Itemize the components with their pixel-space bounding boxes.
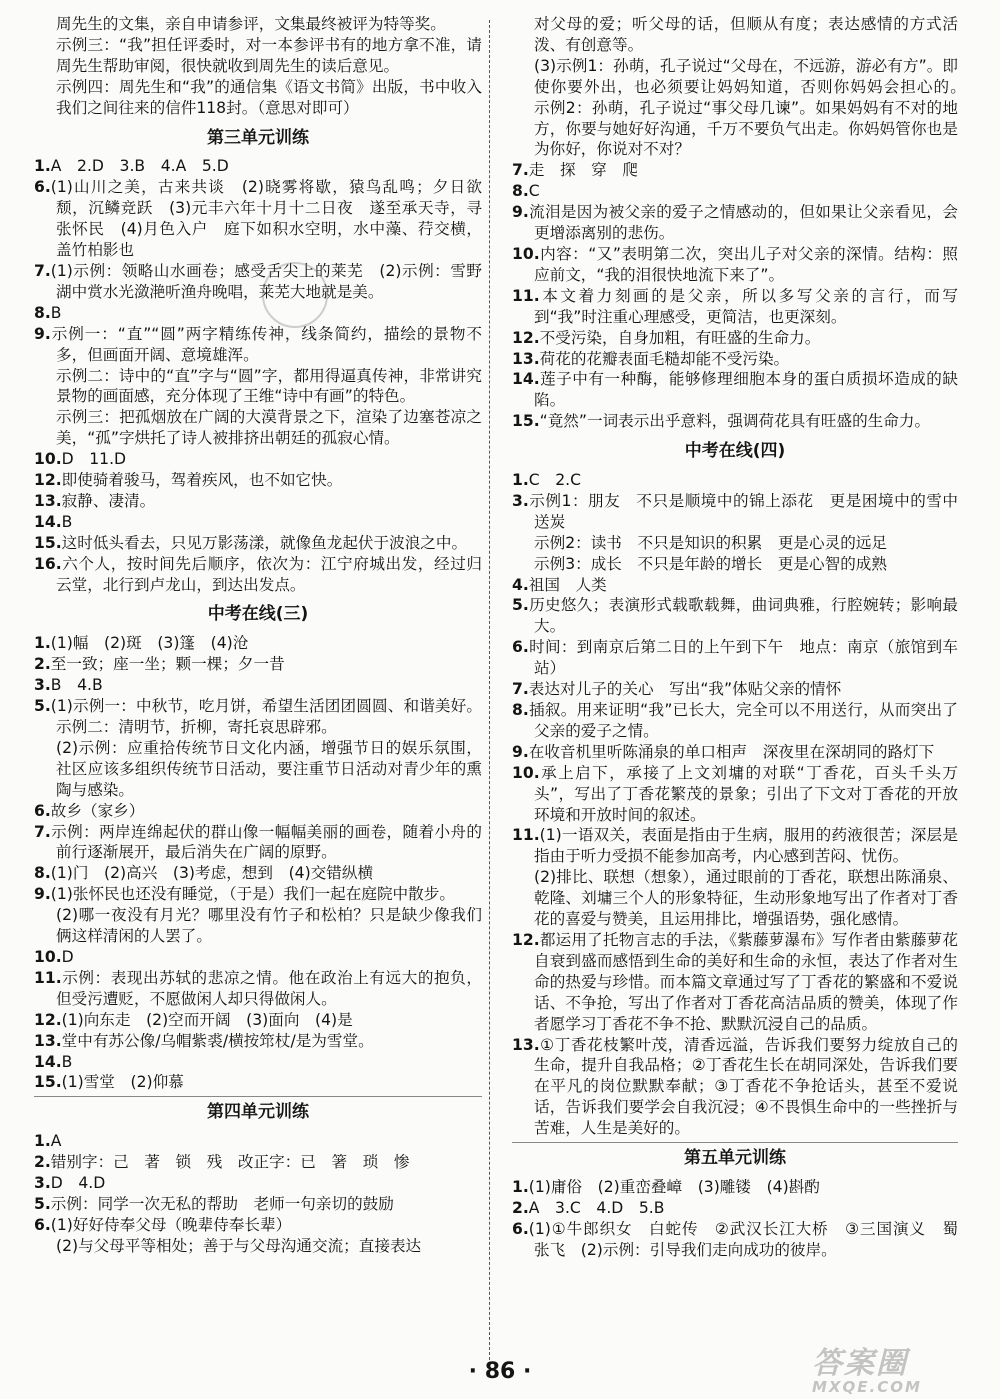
answer-item: [34, 696, 482, 738]
answer-number: 6.: [34, 178, 51, 197]
answer-text: 插叙。用来证明“我”已长大，完全可以不用送行，从而突出了父亲的爱子之情。: [528, 701, 958, 740]
answer-text: (1)示例：领略山水画卷；感受舌尖上的莱芜 (2)示例：雪野湖中赏水光潋滟听渔舟晚唱，莱芜大地就是美。: [50, 261, 482, 301]
answer-item: [34, 863, 482, 884]
answer-item: [512, 244, 958, 286]
answer-number: 1.: [512, 1177, 529, 1196]
answer-text: (2)排比、联想（想象），通过眼前的丁香花，联想出陈涌泉、乾隆、刘墉三个人的形象特征，生动形象地写出了作者对丁香花的喜爱与赞美，且运用排比，增强语势，强化感情。: [534, 868, 958, 929]
answer-item: [512, 411, 958, 432]
answer-text: 至一致；座一坐；颗一棵；夕一昔: [50, 655, 285, 674]
answer-number: 3.: [512, 491, 529, 510]
answer-number: 12.: [34, 471, 62, 490]
answer-text: (2)示例：应重拾传统节日文化内涵，增强节日的娱乐氛围，社区应该多组织传统节日活动，要注重节日活动对青少年的熏陶与感染。: [56, 738, 482, 799]
answer-text: D 4.D: [50, 1174, 106, 1193]
answer-item: [34, 884, 482, 905]
answers-zk3: [34, 633, 482, 1093]
answer-number: 11.: [512, 826, 540, 845]
answer-item: [34, 675, 482, 696]
answer-text: C: [528, 182, 540, 201]
answer-item: [34, 1152, 482, 1173]
answer-item: [34, 156, 482, 177]
answer-item: [34, 1215, 482, 1236]
answer-item: [34, 654, 482, 675]
answer-item: [512, 328, 958, 349]
answer-text: (1)门 (2)高兴 (3)考虑，想到 (4)交错纵横: [50, 864, 374, 883]
answer-item: [34, 822, 482, 864]
right-column: [512, 14, 974, 1261]
answer-item: [34, 968, 482, 1010]
answer-item: [512, 742, 958, 763]
answer-number: 14.: [512, 370, 540, 389]
answer-item: [512, 286, 958, 328]
faint-stamp-mark: [262, 262, 328, 328]
answer-number: 1.: [34, 634, 51, 653]
answer-number: 3.: [34, 676, 51, 695]
answer-number: 15.: [34, 533, 62, 552]
answer-number: 13.: [512, 1035, 540, 1054]
answer-number: 1.: [512, 471, 529, 490]
answer-number: 2.: [34, 1153, 51, 1172]
answer-item: [512, 202, 958, 244]
answer-item: [34, 1031, 482, 1052]
answer-item: [34, 324, 482, 366]
answer-text: (1)幅 (2)斑 (3)篷 (4)沧: [50, 634, 249, 653]
answer-item: [512, 1219, 974, 1261]
answer-number: 12.: [512, 930, 540, 949]
answer-text: (1)一语双关，表面是指由于生病，服用的药液很苦；深层是指由于听力受损不能参加高考，内心感到苦闷、忧伤。: [534, 826, 958, 866]
answer-number: 11.: [512, 286, 540, 305]
answer-item: [512, 14, 958, 56]
answer-item: [34, 261, 482, 303]
answer-text: 时间：到南京后第二日的上午到下午 地点：南京（旅馆到车站）: [528, 638, 958, 678]
answers-unit3: [34, 156, 482, 595]
answer-item: [512, 349, 958, 370]
answer-number: 9.: [512, 742, 529, 761]
answer-number: 12.: [34, 1010, 62, 1029]
answer-number: 8.: [512, 701, 529, 719]
answer-item: [34, 554, 482, 596]
answers-unit5: [512, 1177, 974, 1261]
answer-number: 7.: [512, 680, 529, 699]
answer-text: B: [61, 1052, 73, 1071]
answer-text: 示例二：诗中的“直”字与“圆”字，都用得逼真传神，非常讲究景物的画面感，充分体现了王维“诗中有画”的特色。: [56, 366, 482, 406]
answer-item: [34, 303, 482, 324]
answer-item: [34, 633, 482, 654]
answer-number: 1.: [34, 157, 51, 176]
answer-item: [512, 763, 958, 826]
answer-text: 示例一：“直”“圆”两字精练传神，线条简约，描绘的景物不多，但画面开阔、意境雄浑。: [50, 324, 482, 364]
answer-item: [34, 470, 482, 491]
answer-item: [512, 470, 958, 491]
answer-item: [34, 512, 482, 533]
answer-item: [512, 700, 958, 742]
answer-number: 8.: [512, 182, 529, 201]
answer-text: 六个人，按时间先后顺序，依次为：江宁府城出发，经过归云堂，北行到卢龙山，到达出发点。: [56, 554, 482, 594]
answer-text: 示例3：成长 不只是年龄的增长 更是心智的成熟: [534, 554, 887, 573]
answer-text: 本文着力刻画的是父亲，所以多写父亲的言行，而写到“我”时注重心理感受，更简洁，也更深刻。: [534, 286, 958, 326]
answer-number: 7.: [34, 822, 51, 841]
answer-item: [34, 1010, 482, 1031]
section-title-unit3: 第三单元训练: [207, 127, 309, 148]
answer-number: 5.: [512, 596, 529, 615]
intro-line: 示例三：“我”担任评委时，对一本参评书有的地方拿不准，请周先生帮助审阅，很快就收到周先生的读后意见。: [56, 35, 482, 75]
answer-text: (1)好好侍奉父母（晚辈侍奉长辈）: [50, 1215, 292, 1234]
answer-number: 8.: [34, 864, 51, 883]
answer-text: D 11.D: [61, 450, 127, 469]
answer-item: [512, 491, 958, 533]
answer-item: [34, 947, 482, 968]
answer-item: [34, 177, 482, 261]
answer-number: 13.: [34, 491, 62, 510]
answer-number: 15.: [512, 412, 540, 431]
section-title-zk4: 中考在线(四): [684, 441, 786, 462]
intro-line: 周先生的文集，亲自申请参评，文集最终被评为特等奖。: [56, 15, 446, 33]
answer-text: (2)与父母平等相处；善于与父母沟通交流；直接表达: [56, 1236, 422, 1255]
answer-item: [512, 181, 958, 202]
answer-item: [34, 449, 482, 470]
answer-number: 2.: [512, 1198, 529, 1217]
answer-number: 15.: [34, 1073, 62, 1092]
answer-number: 1.: [34, 1132, 51, 1151]
answer-item: [34, 366, 482, 408]
answer-text: 承上启下，承接了上文刘墉的对联“丁香花，百头千头万头”，写出了丁香花繁茂的景象；引出了下文对丁香花的开放环境和开放时间的叙述。: [534, 763, 958, 824]
answer-item: [512, 595, 958, 637]
answer-number: 10.: [34, 450, 62, 469]
answer-text: 即使骑着骏马，驾着疾风，也不如它快。: [61, 471, 343, 490]
answer-text: 堂中有苏公像/乌帽紫裘/横按筇杖/是为雪堂。: [61, 1031, 374, 1050]
answer-text: 祖国 人类: [528, 575, 607, 594]
answer-item: [512, 1035, 958, 1140]
answer-number: 9.: [512, 203, 529, 222]
answer-text: 历史悠久；表演形式载歌载舞，曲词典雅，行腔婉转；影响最大。: [528, 596, 958, 636]
answer-item: [34, 738, 482, 801]
section-title-unit5: 第五单元训练: [512, 1148, 958, 1169]
answer-text: (1)庸俗 (2)重峦叠嶂 (3)雕镂 (4)斟酌: [528, 1177, 820, 1196]
answer-number: 2.: [34, 655, 51, 674]
answer-item: [512, 679, 958, 700]
answer-item: [34, 1173, 482, 1194]
answer-text: A 2.D 3.B 4.A 5.D: [50, 157, 229, 176]
answer-number: 9.: [34, 324, 51, 343]
answer-text: (1)①牛郎织女 白蛇传 ②武汉长江大桥 ③三国演义 蜀 张飞 (2)示例：引导我们走向成功的彼岸。: [528, 1219, 974, 1259]
answer-number: 7.: [512, 161, 529, 180]
answer-text: B: [61, 512, 73, 531]
left-column: [34, 14, 482, 1257]
page-number: · 86 ·: [468, 1359, 532, 1384]
answer-item: [34, 905, 482, 947]
answer-number: 16.: [34, 554, 62, 573]
answer-text: 示例三：把孤烟放在广阔的大漠背景之下，渲染了边塞苍凉之美，“孤”字烘托了诗人被排挤出朝廷的孤寂心情。: [56, 408, 482, 448]
answer-text: 在收音机里听陈涌泉的单口相声 深夜里在深胡同的路灯下: [528, 742, 935, 761]
answer-item: [512, 160, 958, 181]
intro-block: [34, 14, 482, 119]
watermark-url: MXQE.COM: [812, 1378, 922, 1396]
answer-number: 6.: [34, 1215, 51, 1234]
answer-item: [34, 1236, 482, 1257]
answer-number: 8.: [34, 303, 51, 322]
answer-text: 示例2：读书 不只是知识的积累 更是心灵的远足: [534, 533, 887, 552]
answer-number: 6.: [512, 1219, 529, 1238]
answer-text: 流泪是因为被父亲的爱子之情感动的，但如果让父亲看见，会更增添离别的悲伤。: [528, 203, 958, 243]
answer-text: 错别字：己 著 锁 残 改正字：已 箸 琐 惨: [50, 1153, 410, 1172]
answers-continued: [512, 14, 974, 432]
section-title-zk3: 中考在线(三): [207, 604, 309, 625]
watermark-logo: [812, 1338, 982, 1396]
answers-zk4: [512, 470, 958, 1139]
answer-number: 6.: [512, 638, 529, 657]
answer-text: A 3.C 4.D 5.B: [528, 1198, 665, 1217]
answer-number: 13.: [34, 1031, 62, 1050]
answer-number: 7.: [34, 261, 51, 280]
answer-item: [512, 56, 974, 161]
answer-text: (1)向东走 (2)空而开阔 (3)面向 (4)是: [61, 1010, 353, 1029]
answer-item: [512, 1198, 958, 1219]
answer-number: 10.: [512, 244, 540, 263]
answer-text: 不受污染，自身加粗，有旺盛的生命力。: [539, 328, 821, 347]
answer-text: “竟然”一词表示出乎意料，强调荷花具有旺盛的生命力。: [539, 412, 931, 431]
answer-text: 都运用了托物言志的手法，《紫藤萝瀑布》写作者由紫藤萝花自衰到盛而感悟到生命的美好和生命的永恒，表达了作者对生命的热爱与珍惜。而本篇文章通过写了丁香花的繁盛和不爱说话、不争抢，写出了作者对丁香花高洁品质的赞美，体现了作者愿学习丁香花不争不抢、默默沉浸自己的品质。: [534, 930, 958, 1033]
answer-item: [34, 1072, 482, 1093]
answer-text: B 4.B: [50, 676, 103, 695]
answer-number: 10.: [512, 763, 540, 782]
answer-item: [512, 867, 958, 930]
answer-text: ①丁香花枝繁叶茂，清香远溢，告诉我们要努力绽放自己的生命，提升自我品格；②丁香花生长在胡同深处，告诉我们要在平凡的岗位默默奉献；③丁香花不争抢话头，甚至不爱说话，告诉我们要学会自我沉浸；④不畏惧生命中的一些挫折与苦难，人生是美好的。: [534, 1035, 958, 1138]
answer-item: [512, 554, 958, 575]
answer-text: 荷花的花瓣表面毛糙却能不受污染。: [539, 349, 790, 368]
answer-item: [34, 1194, 482, 1215]
answer-text: 走 探 穿 爬: [528, 161, 638, 180]
answer-text: (1)雪堂 (2)仰慕: [61, 1073, 184, 1092]
watermark-text: 答案圈: [812, 1346, 908, 1381]
intro-line: 示例四：周先生和“我”的通信集《语文书简》出版，书中收入我们之间往来的信件118封。（意思对即可）: [56, 77, 482, 117]
answer-text: (1)张怀民也还没有睡觉，（于是）我们一起在庭院中散步。: [50, 885, 455, 904]
answer-number: 14.: [34, 512, 62, 531]
answer-text: (3)示例1：孙萌，孔子说过“父母在，不远游，游必有方”。即使你要外出，也必须要让妈妈知道，否则你妈妈会担心的。 示例2：孙萌，孔子说过“事父母几谏”。如果妈妈有不对的地方，你要与她好好沟通，千万不要负气出走。你妈妈管你也是为你好，你说对不对？: [534, 56, 974, 159]
answer-text: 这时低头看去，只见万影荡漾，就像鱼龙起伏于波浪之中。: [61, 533, 468, 552]
answer-number: 9.: [34, 885, 51, 904]
answer-text: 示例：两岸连绵起伏的群山像一幅幅美丽的画卷，随着小舟的前行逐渐展开，最后消失在广阔的原野。: [50, 822, 482, 862]
answers-unit4: [34, 1131, 482, 1256]
answer-number: 5.: [34, 697, 51, 716]
answer-item: [34, 491, 482, 512]
answer-number: 14.: [34, 1052, 62, 1071]
answer-number: 12.: [512, 328, 540, 347]
section-title-unit4: 第四单元训练: [34, 1102, 482, 1123]
answer-item: [34, 1131, 482, 1152]
answer-item: [34, 407, 482, 449]
column-divider: [489, 20, 490, 1365]
answer-number: 10.: [34, 947, 62, 966]
answer-item: [512, 825, 958, 867]
answer-text: 寂静、凄清。: [61, 491, 156, 510]
answer-text: 莲子中有一种酶，能够修理细胞本身的蛋白质损坏造成的缺陷。: [534, 370, 958, 410]
answer-text: (2)哪一夜没有月光？哪里没有竹子和松柏？只是缺少像我们俩这样清闲的人罢了。: [56, 906, 482, 946]
answer-number: 5.: [34, 1194, 51, 1213]
answer-text: 内容：“又”表明第二次，突出儿子对父亲的深情。结构：照应前文，“我的泪很快地流下来了”。: [534, 244, 958, 284]
answer-item: [512, 575, 958, 596]
answer-item: [512, 533, 958, 554]
answer-number: 4.: [512, 575, 529, 594]
answer-text: 故乡（家乡）: [50, 801, 145, 820]
answer-item: [34, 801, 482, 822]
answer-text: 示例1：朋友 不只是顺境中的锦上添花 更是困境中的雪中送炭: [528, 491, 958, 531]
answer-text: 示例：同学一次无私的帮助 老师一句亲切的鼓励: [50, 1194, 394, 1213]
answer-item: [512, 930, 958, 1035]
answer-text: (1)示例一：中秋节，吃月饼，希望生活团团圆圆、和谐美好。示例二：清明节，折柳，寄托哀思辟邪。: [50, 697, 482, 736]
answer-item: [512, 637, 958, 679]
answer-number: 13.: [512, 349, 540, 368]
answer-text: B: [50, 303, 62, 322]
answer-number: 11.: [34, 968, 62, 987]
answer-item: [34, 1052, 482, 1073]
answer-text: 示例：表现出苏轼的悲凉之情。他在政治上有远大的抱负，但受污遭贬，不愿做闲人却只得做闲人。: [56, 968, 482, 1008]
answer-number: 6.: [34, 801, 51, 820]
answer-number: 3.: [34, 1174, 51, 1193]
answer-text: 表达对儿子的关心 写出“我”体贴父亲的情怀: [528, 680, 842, 699]
answer-item: [512, 369, 958, 411]
answer-item: [34, 533, 482, 554]
answer-text: C 2.C: [528, 471, 582, 490]
answer-text: (1)山川之美，古来共谈 (2)晓雾将歇，猿鸟乱鸣；夕日欲颓，沉鳞竞跃 (3)元丰六年十月十二日夜 遂至承天寺，寻张怀民 (4)月色入户 庭下如积水空明，水中藻、荇交横，盖竹柏影也: [50, 178, 482, 260]
answer-item: [512, 1177, 958, 1198]
answer-text: 对父母的爱；听父母的话，但顺从有度；表达感情的方式活泼、有创意等。: [534, 15, 958, 54]
answer-text: D: [61, 947, 74, 966]
answer-text: A: [50, 1132, 62, 1151]
